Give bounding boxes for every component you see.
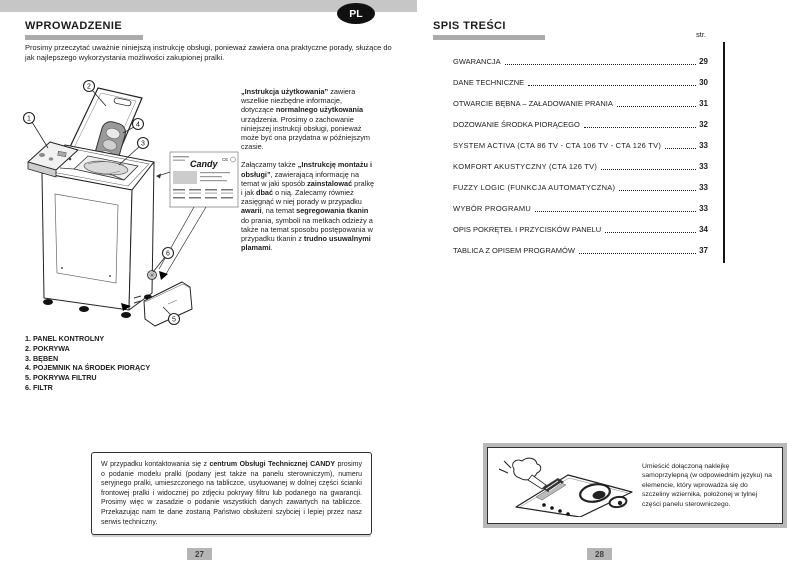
- toc-page-number: 37: [699, 246, 708, 255]
- toc-leader-dots: [579, 253, 696, 254]
- part-list-item: 3. BĘBEN: [25, 353, 59, 363]
- sticker-illustration: [496, 455, 636, 517]
- callout-4: [133, 119, 144, 130]
- right-page-title: SPIS TREŚCI: [433, 20, 506, 32]
- toc-leader-dots: [665, 148, 696, 149]
- svg-text:2: 2: [87, 83, 91, 91]
- toc-page-number: 33: [699, 204, 708, 213]
- callout-5: [169, 314, 180, 325]
- right-title-underline: [433, 35, 545, 40]
- callout-2: [84, 81, 95, 92]
- toc-page-number: 33: [699, 141, 708, 150]
- washing-machine-diagram: [22, 76, 254, 336]
- toc-row: [453, 155, 708, 176]
- toc-entry-label: DANE TECHNICZNE: [453, 78, 525, 87]
- part-list-item: 5. POKRYWA FILTRU: [25, 373, 97, 383]
- usage-manual-paragraph: „Instrukcja użytkowania” zawiera wszelkie niezbędne informacje, dotyczące normalnego użytkowania urządzenia. Prosimy o zachowanie niniejszej instrukcji obsługi, ponieważ może być ona przydatna w późniejszym czasie.: [241, 87, 370, 152]
- left-title-underline: [25, 35, 143, 40]
- toc-leader-dots: [617, 106, 696, 107]
- toc-page-number: 30: [699, 78, 708, 87]
- toc-right-rule: [723, 42, 725, 263]
- toc-row: [453, 50, 708, 71]
- toc-leader-dots: [605, 232, 696, 233]
- toc-row: [453, 113, 708, 134]
- toc-page-number: 29: [699, 57, 708, 66]
- ce-mark: CE: [222, 157, 229, 162]
- callout-3: [138, 138, 149, 149]
- left-page-title: WPROWADZENIE: [25, 20, 123, 32]
- part-list-item: 6. FILTR: [25, 382, 53, 392]
- toc-page-number: 32: [699, 120, 708, 129]
- toc-entry-label: KOMFORT AKUSTYCZNY (CTA 126 TV): [453, 162, 598, 171]
- part-list-item: 4. POJEMNIK NA ŚRODEK PIORĄCY: [25, 363, 151, 373]
- toc-leader-dots: [535, 211, 696, 212]
- toc-row: [453, 134, 708, 155]
- toc-leader-dots: [505, 64, 696, 65]
- toc-leader-dots: [584, 127, 696, 128]
- part-list-item: 1. PANEL KONTROLNY: [25, 334, 105, 343]
- toc-entry-label: DOZOWANIE ŚRODKA PIORĄCEGO: [453, 120, 580, 129]
- toc-entry-label: WYBÓR PROGRAMU: [453, 204, 532, 213]
- sticker-note-text: Umieścić dołączoną naklejkę samoprzylepną (w odpowiednim języku) na elemencie, który wprowadza się do szczeliny wziernika, położonej w tylnej części panelu sterowniczego.: [642, 462, 772, 508]
- toc-entry-label: TABLICA Z OPISEM PROGRAMÓW: [453, 246, 575, 255]
- toc-row: [453, 239, 708, 260]
- callout-1: [24, 113, 35, 124]
- sticker-note-box: [487, 447, 783, 524]
- brand-logo: Candy: [190, 159, 218, 169]
- intro-paragraph: Prosimy przeczytać uważnie niniejszą instrukcję obsługi, ponieważ zawiera ona praktyczne porady, służące do jak najlepszego wykorzystania możliwości zakupionej pralki.: [25, 43, 392, 62]
- svg-text:4: 4: [136, 121, 140, 129]
- part-list-item: 2. POKRYWA: [25, 343, 70, 353]
- svg-text:6: 6: [166, 250, 170, 258]
- toc-entry-label: GWARANCJA: [453, 57, 501, 66]
- toc-row: [453, 218, 708, 239]
- install-manual-paragraph: Załączamy także „Instrukcję montażu i obsługi”, zawierającą informację na temat w jaki sposób zainstalować pralkę i jak dbać o nią. Zalecamy również zasięgnąć w niej porady w przypadku awarii, na temat segregowania tkanin do prania, symboli na metkach odzieży a także na temat sposobu postępowania w przypadku tkanin z trudno usuwalnymi plamami.: [241, 160, 375, 253]
- toc-entry-label: OTWARCIE BĘBNA – ZAŁADOWANIE PRANIA: [453, 99, 613, 108]
- table-of-contents: [453, 50, 708, 260]
- intro-side-column: [241, 87, 376, 252]
- toc-leader-dots: [601, 169, 696, 170]
- toc-row: [453, 176, 708, 197]
- callout-6: [163, 248, 174, 259]
- svg-text:1: 1: [27, 115, 31, 123]
- service-note-text: W przypadku kontaktowania się z centrum Obsługi Technicznej CANDY prosimy o podanie modelu pralki (podany jest także na panelu sterowniczym), numeru seryjnego pralki, umieszczonego na tabliczce, usytuowanej w dolnej części ścianki frontowej pralki i widocznej po zdjęciu pokrywy filtru lub podanego na gwarancji. Prosimy więc w zasadzie o podanie wszystkich danych zawartych na tabliczce. Przekazując nam te dane zostaną Państwo obsłużeni szybciej i lepiej przez nasz serwis techniczny.: [101, 461, 362, 526]
- toc-row: [453, 71, 708, 92]
- toc-leader-dots: [619, 190, 696, 191]
- service-note-box: [91, 452, 372, 535]
- toc-leader-dots: [528, 85, 696, 86]
- svg-text:5: 5: [172, 316, 176, 324]
- toc-entry-label: FUZZY LOGIC (FUNKCJA AUTOMATYCZNA): [453, 183, 616, 192]
- toc-page-number: 34: [699, 225, 708, 234]
- toc-page-number: 33: [699, 183, 708, 192]
- svg-text:3: 3: [141, 140, 145, 148]
- language-badge: PL: [337, 3, 375, 24]
- parts-list: [25, 334, 150, 393]
- toc-column-header: str.: [695, 30, 706, 39]
- toc-entry-label: OPIS POKRĘTEŁ I PRZYCISKÓW PANELU: [453, 225, 602, 234]
- page-number-right: 28: [587, 548, 612, 560]
- page-number-left: 27: [187, 548, 212, 560]
- hand: [513, 458, 546, 489]
- toc-row: [453, 92, 708, 113]
- toc-page-number: 33: [699, 162, 708, 171]
- toc-page-number: 31: [699, 99, 708, 108]
- toc-entry-label: SYSTEM ACTIVA (CTA 86 TV - CTA 106 TV - CTA 126 TV): [453, 141, 662, 150]
- toc-row: [453, 197, 708, 218]
